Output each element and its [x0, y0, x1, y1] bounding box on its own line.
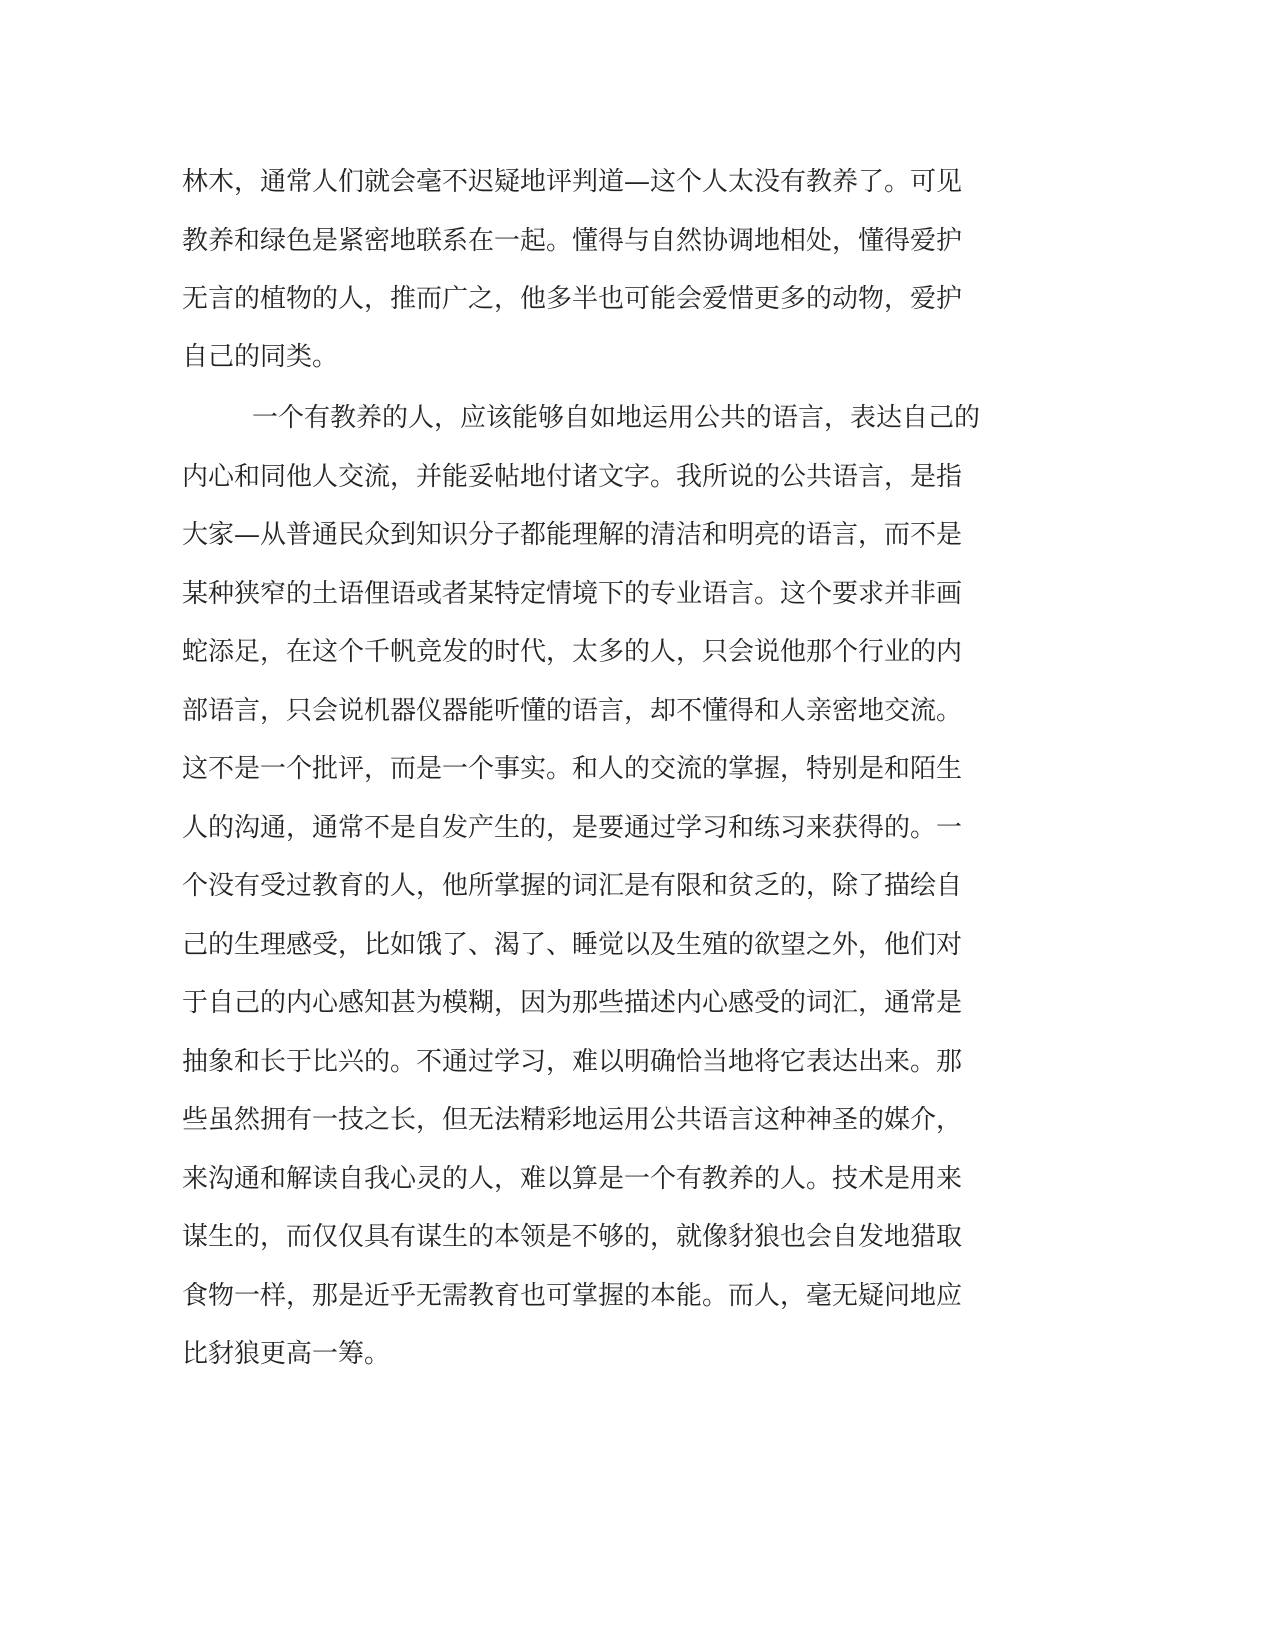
- text-line: 己的生理感受，比如饿了、渴了、睡觉以及生殖的欲望之外，他们对: [182, 930, 963, 960]
- text-line: 内心和同他人交流，并能妥帖地付诸文字。我所说的公共语言，是指: [182, 462, 963, 492]
- text-line: 个没有受过教育的人，他所掌握的词汇是有限和贫乏的，除了描绘自: [182, 871, 963, 901]
- text-line: 抽象和长于比兴的。不通过学习，难以明确恰当地将它表达出来。那: [182, 1047, 963, 1077]
- text-line: 谋生的，而仅仅具有谋生的本领是不够的，就像豺狼也会自发地猎取: [182, 1222, 963, 1252]
- text-line: 自己的同类。: [182, 342, 339, 372]
- text-line: 一个有教养的人，应该能够自如地运用公共的语言，表达自己的: [252, 403, 981, 433]
- text-line: 于自己的内心感知甚为模糊，因为那些描述内心感受的词汇，通常是: [182, 988, 963, 1018]
- text-line: 林木，通常人们就会毫不迟疑地评判道—这个人太没有教养了。可见: [182, 167, 963, 197]
- text-line: 教养和绿色是紧密地联系在一起。懂得与自然协调地相处，懂得爱护: [182, 226, 963, 256]
- text-line: 大家—从普通民众到知识分子都能理解的清洁和明亮的语言，而不是: [182, 520, 963, 550]
- text-line: 无言的植物的人，推而广之，他多半也可能会爱惜更多的动物，爱护: [182, 284, 963, 314]
- text-line: 人的沟通，通常不是自发产生的，是要通过学习和练习来获得的。一: [182, 813, 963, 843]
- text-line: 某种狭窄的土语俚语或者某特定情境下的专业语言。这个要求并非画: [182, 579, 963, 609]
- text-line: 蛇添足，在这个千帆竞发的时代，太多的人，只会说他那个行业的内: [182, 637, 963, 667]
- text-line: 部语言，只会说机器仪器能听懂的语言，却不懂得和人亲密地交流。: [182, 696, 963, 726]
- text-line: 些虽然拥有一技之长，但无法精彩地运用公共语言这种神圣的媒介，: [182, 1105, 963, 1135]
- text-line: 食物一样，那是近乎无需教育也可掌握的本能。而人，毫无疑问地应: [182, 1281, 963, 1311]
- text-line: 这不是一个批评，而是一个事实。和人的交流的掌握，特别是和陌生: [182, 754, 963, 784]
- text-line: 比豺狼更高一筹。: [182, 1339, 391, 1369]
- text-line: 来沟通和解读自我心灵的人，难以算是一个有教养的人。技术是用来: [182, 1164, 963, 1194]
